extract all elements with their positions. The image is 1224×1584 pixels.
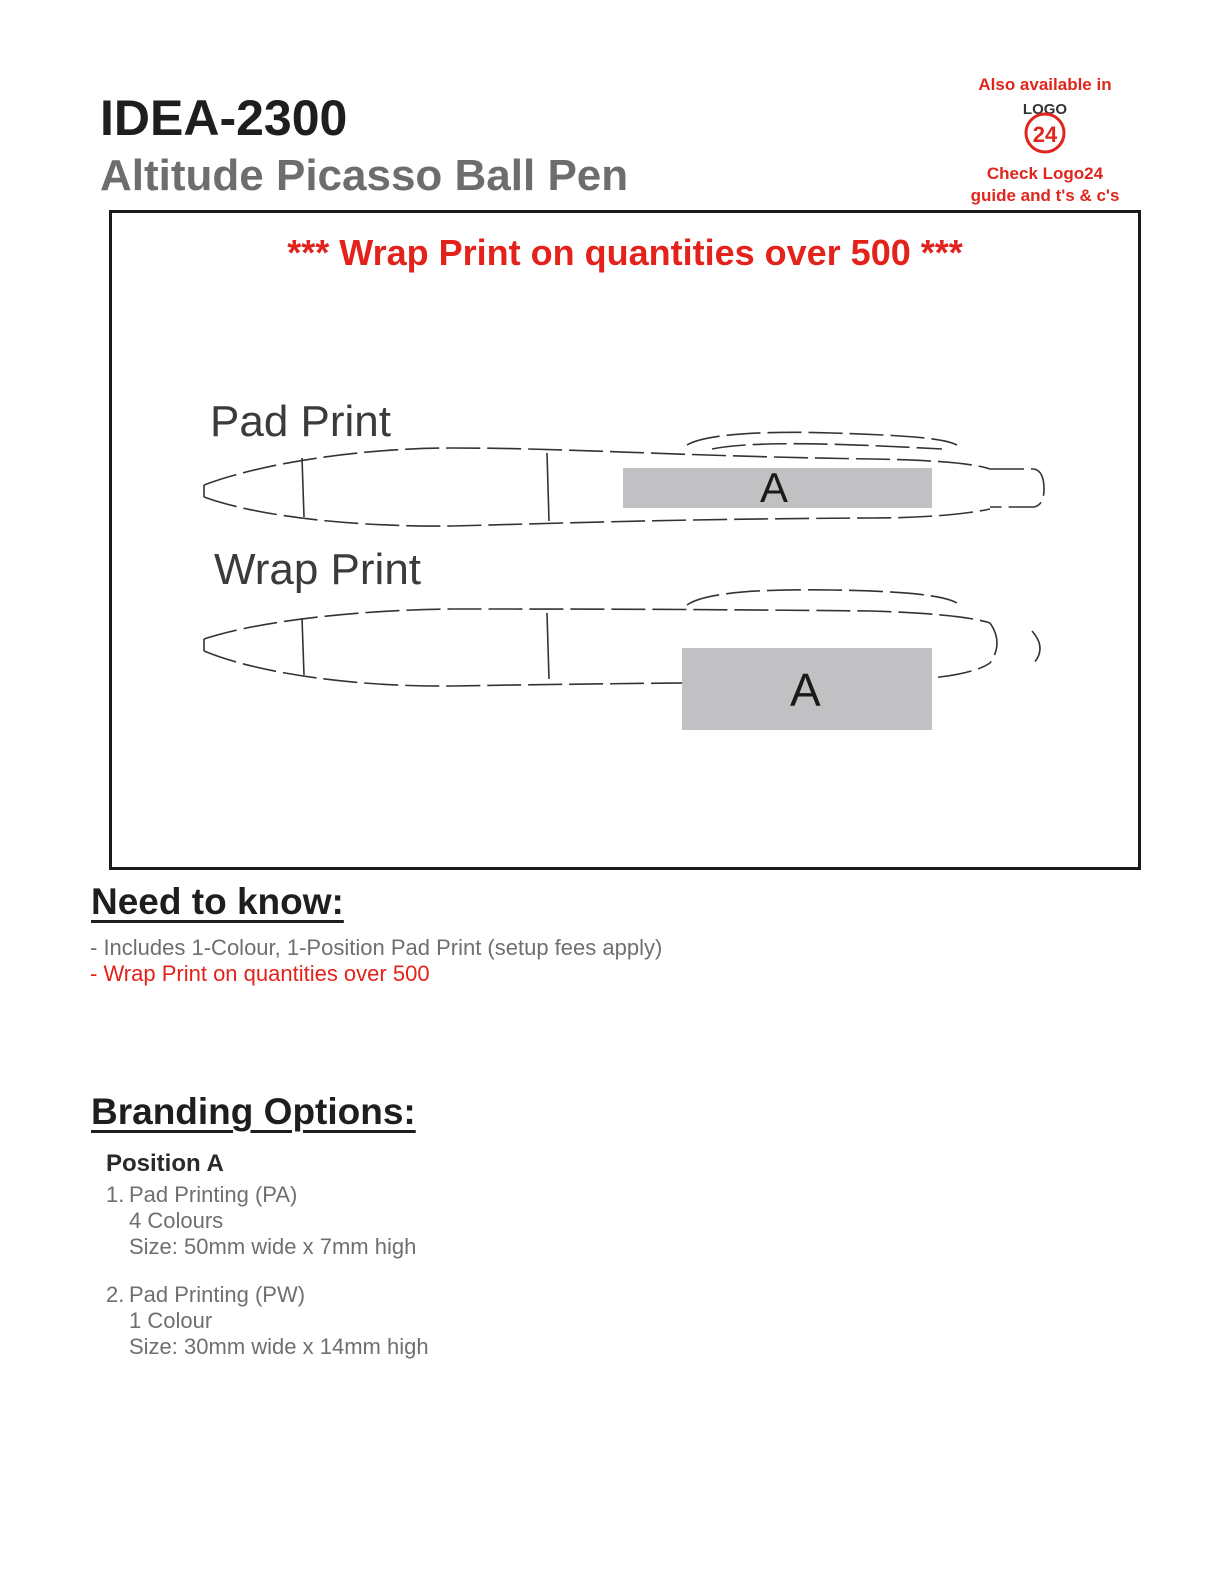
pad-position-label: A — [760, 464, 789, 511]
option-method: Pad Printing (PW) — [129, 1282, 306, 1307]
badge-available-text: Also available in — [978, 75, 1112, 94]
option-colours: 4 Colours — [129, 1208, 224, 1233]
info-setup-fees: - Includes 1-Colour, 1-Position Pad Print (setup fees apply) — [90, 935, 663, 960]
product-code: IDEA-2300 — [100, 90, 348, 146]
logo24-badge — [955, 74, 1135, 204]
info-wrap-print: - Wrap Print on quantities over 500 — [90, 961, 430, 986]
branding-options-heading: Branding Options: — [91, 1091, 416, 1132]
pen-illustration — [112, 213, 1138, 867]
position-a-heading: Position A — [106, 1150, 224, 1177]
option-method: Pad Printing (PA) — [129, 1182, 298, 1207]
pad-print-label: Pad Print — [210, 397, 391, 446]
option-size: Size: 30mm wide x 14mm high — [129, 1334, 429, 1359]
wrap-print-banner: *** Wrap Print on quantities over 500 *** — [287, 232, 963, 273]
product-name: Altitude Picasso Ball Pen — [100, 151, 629, 200]
wrap-print-label: Wrap Print — [214, 545, 422, 594]
option-number: 2. — [106, 1282, 125, 1307]
branding-option-1 — [106, 1182, 416, 1260]
svg-text:LOGO: LOGO — [1022, 101, 1068, 118]
branding-option-2 — [106, 1282, 429, 1360]
badge-check-text: Check Logo24 — [986, 164, 1104, 183]
wrap-position-label: A — [790, 664, 821, 716]
option-number: 1. — [106, 1182, 125, 1207]
badge-terms-text: guide and t's & c's — [970, 186, 1120, 205]
svg-text:24: 24 — [1032, 122, 1058, 147]
option-colours: 1 Colour — [129, 1308, 213, 1333]
pen-diagram-frame — [109, 210, 1141, 870]
logo24-icon — [1010, 98, 1080, 154]
option-size: Size: 50mm wide x 7mm high — [129, 1234, 417, 1259]
need-to-know-heading: Need to know: — [91, 881, 344, 922]
